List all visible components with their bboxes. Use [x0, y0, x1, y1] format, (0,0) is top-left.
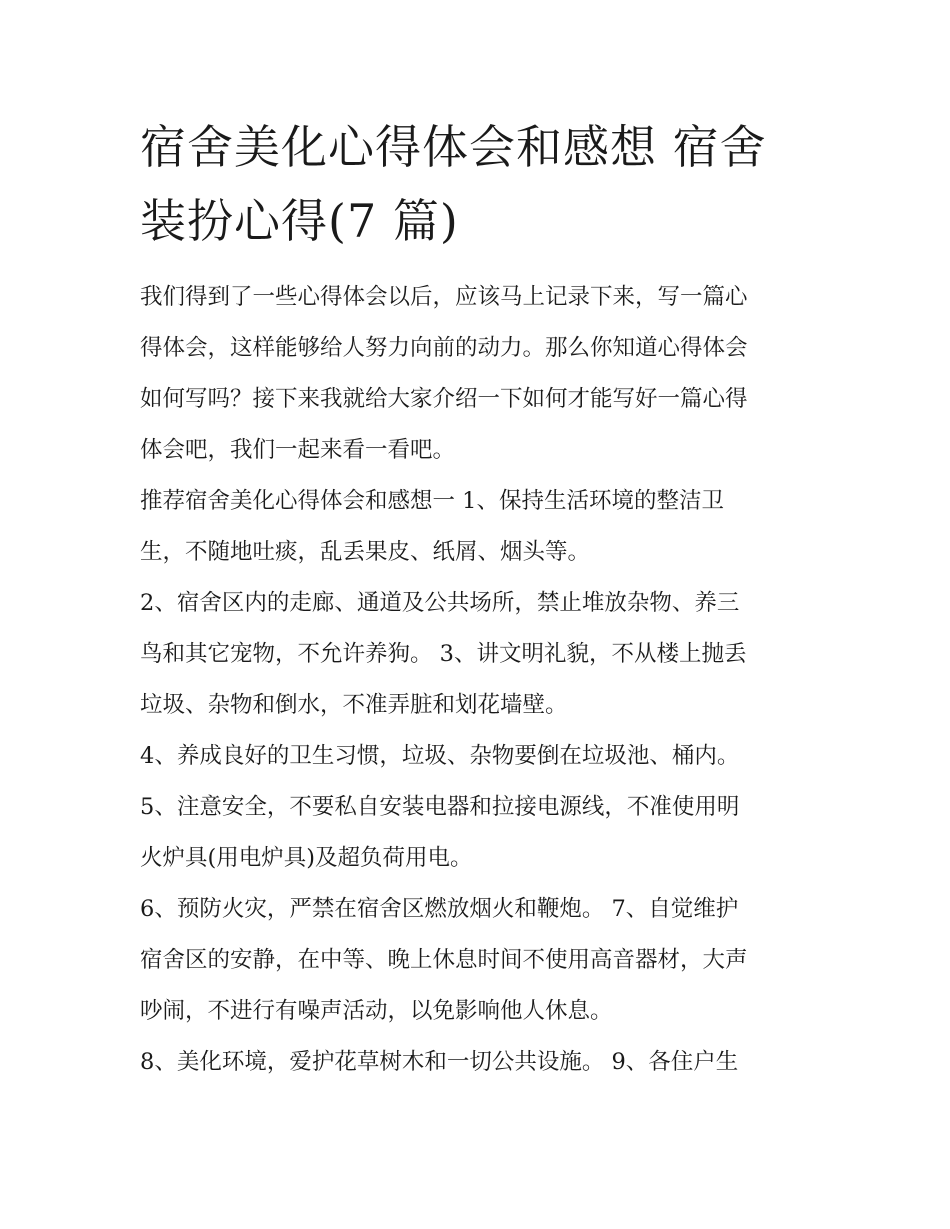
- text-line: 8、美化环境，爱护花草树木和一切公共设施。 9、各住户生: [140, 1049, 739, 1075]
- text-line: 我们得到了一些心得体会以后，应该马上记录下来，写一篇心: [140, 284, 748, 310]
- text-line: 吵闹，不进行有噪声活动，以免影响他人休息。: [140, 998, 613, 1024]
- text-line: 生，不随地吐痰，乱丢果皮、纸屑、烟头等。: [140, 539, 591, 565]
- text-line: 4、养成良好的卫生习惯，垃圾、杂物要倒在垃圾池、桶内。: [140, 743, 740, 769]
- rule-paragraph-5: [140, 782, 820, 884]
- text-line: 推荐宿舍美化心得体会和感想一 1、保持生活环境的整洁卫: [140, 488, 724, 514]
- rule-paragraph-6-7: [140, 884, 820, 1037]
- text-line: 垃圾、杂物和倒水，不准弄脏和划花墙壁。: [140, 692, 568, 718]
- title-line: 装扮心得(7 篇): [140, 194, 459, 248]
- document-title: [140, 110, 820, 258]
- text-line: 5、注意安全，不要私自安装电器和拉接电源线，不准使用明: [140, 794, 740, 820]
- text-line: 得体会，这样能够给人努力向前的动力。那么你知道心得体会: [140, 335, 748, 361]
- text-line: 鸟和其它宠物，不允许养狗。 3、讲文明礼貌，不从楼上抛丢: [140, 641, 747, 667]
- text-line: 2、宿舍区内的走廊、通道及公共场所，禁止堆放杂物、养三: [140, 590, 740, 616]
- text-line: 火炉具(用电炉具)及超负荷用电。: [140, 845, 473, 871]
- title-line: 宿舍美化心得体会和感想 宿舍: [140, 120, 767, 174]
- text-line: 如何写吗？接下来我就给大家介绍一下如何才能写好一篇心得: [140, 386, 748, 412]
- text-line: 体会吧，我们一起来看一看吧。: [140, 437, 456, 463]
- document-page: [140, 110, 820, 1088]
- rule-paragraph-4: [140, 731, 820, 782]
- rule-paragraph-1: [140, 476, 820, 578]
- intro-paragraph: [140, 272, 820, 476]
- rule-paragraph-8-9: [140, 1037, 820, 1088]
- rule-paragraph-2-3: [140, 578, 820, 731]
- text-line: 6、预防火灾，严禁在宿舍区燃放烟火和鞭炮。 7、自觉维护: [140, 896, 739, 922]
- text-line: 宿舍区的安静，在中等、晚上休息时间不使用高音器材，大声: [140, 947, 748, 973]
